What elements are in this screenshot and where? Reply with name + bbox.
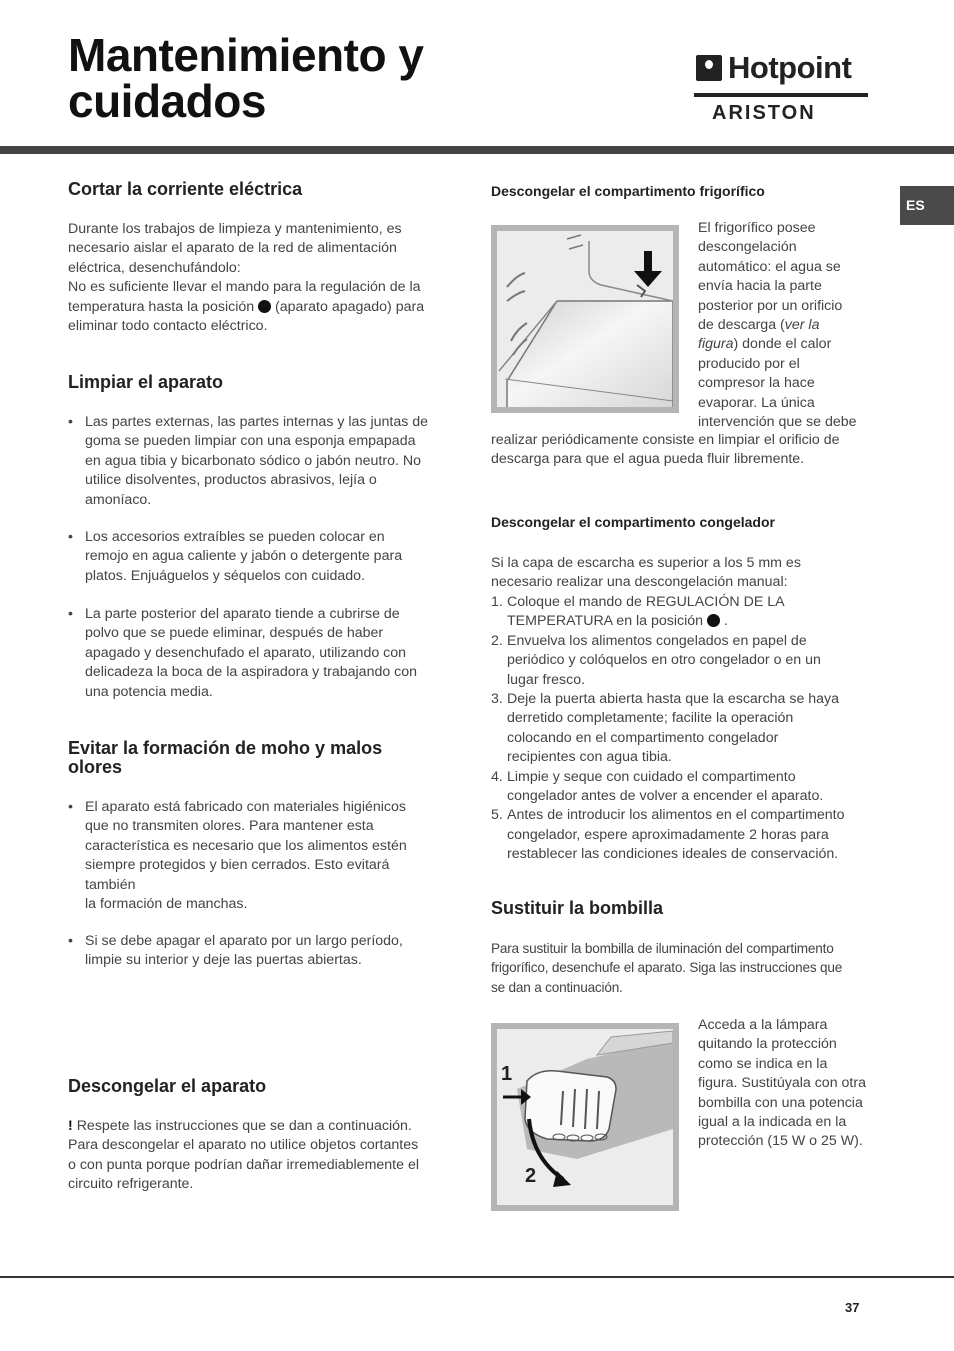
figure-label-1: 1 [501, 1063, 513, 1085]
page-title-line-2: cuidados [68, 75, 266, 127]
language-tab: ES [900, 186, 954, 225]
off-position-icon [707, 614, 720, 627]
step-item: 3. Deje la puerta abierta hasta que la escarcha se haya derretido completamente; facilite la operación colocando en el compartimento congelador recipientes con agua tibia. [491, 691, 840, 766]
page-number: 37 [845, 1300, 860, 1315]
freezer-defrost-steps [491, 593, 881, 865]
bulb-illustration [497, 1029, 673, 1205]
freezer-defrost-intro: Si la capa de escarcha es superior a los 5 mm es necesario realizar una descongelación manual: [491, 555, 801, 591]
bulb-intro: Para sustituir la bombilla de iluminación del compartimento frigorífico, desenchufe el aparato. Siga las instrucciones que se dan a continuación. [491, 941, 843, 995]
section-heading-mould: Evitar la formación de moho y malos olores [68, 738, 383, 777]
brand-name: Hotpoint [728, 50, 852, 85]
step-item: 1. Coloque el mando de REGULACIÓN DE LA TEMPERATURA en la posición . [491, 594, 785, 630]
bulb-side-text: Acceda a la lámpara quitando la protección como se indica en la figura. Sustitúyala con otra bombilla con una potencia igual a la indicada en la protección (15 W o 25 W). [698, 1017, 866, 1150]
page-title [68, 29, 628, 127]
bulb-figure [491, 1023, 679, 1211]
list-item: • Si se debe apagar el aparato por un largo período, limpie su interior y deje las puertas abiertas. [68, 932, 468, 971]
brand-mark-icon [696, 55, 722, 81]
header-divider [0, 146, 954, 154]
brand-subname: ARISTON [712, 102, 816, 124]
figure-label-2: 2 [525, 1165, 537, 1187]
section-heading-bulb: Sustituir la bombilla [491, 898, 664, 918]
text-line: temperatura hasta la posición (aparato apagado) para [68, 298, 425, 315]
text-line: eliminar todo contacto eléctrico. [68, 318, 268, 335]
page-title-line-1: Mantenimiento y [68, 29, 424, 81]
step-item: 2. Envuelva los alimentos congelados en papel de periódico y colóquelos en otro congelador o en un lugar fresco. [491, 632, 821, 688]
off-position-icon [258, 300, 271, 313]
text-line: o con punta porque podrían dañar irremediablemente el [68, 1156, 419, 1173]
text-line: circuito refrigerante. [68, 1176, 194, 1193]
defrost-paragraph [68, 1117, 468, 1195]
list-item: • Los accesorios extraíbles se pueden colocar en remojo en agua caliente y jabón o detergente para platos. Enjuáguelos y séquelos con cuidado. [68, 528, 468, 586]
text-line: necesario aislar el aparato de la red de alimentación [68, 240, 397, 257]
text-line: Para descongelar el aparato no utilice objetos cortantes [68, 1137, 419, 1154]
fridge-defrost-side-text: El frigorífico posee descongelación automático: el agua se envía hacia la parte posterior por un orificio de descarga (ver la figura) donde el calor producido por el compresor la hace evaporar. La única intervención que se debe [698, 220, 857, 431]
step-item: 5. Antes de introducir los alimentos en el compartimento congelador, espere aproximadamente 2 horas para restablecer las condiciones ideales de conservación. [491, 807, 845, 863]
text-line: Durante los trabajos de limpieza y mantenimiento, es [68, 221, 402, 237]
fridge-drain-illustration [497, 231, 673, 407]
text-line: eléctrica, desenchufándolo: [68, 259, 241, 276]
fridge-defrost-full-text: realizar periódicamente consiste en limpiar el orificio de descarga para que el agua pueda fluir libremente. [491, 432, 840, 468]
section-heading-defrost: Descongelar el aparato [68, 1076, 267, 1096]
list-item: • La parte posterior del aparato tiende a cubrirse de polvo que se puede eliminar, después de haber apagado y desenchufado el aparato, utilizando con delicadeza la boca de la aspiradora y trabajando con una potencia media. [68, 605, 468, 702]
step-item: 4. Limpie y seque con cuidado el compartimento congelador antes de volver a encender el aparato. [491, 768, 824, 805]
footer-divider [0, 1276, 954, 1278]
warning-icon: ! [68, 1118, 73, 1134]
text-line: No es suficiente llevar el mando para la regulación de la [68, 279, 421, 296]
section-heading-cleaning: Limpiar el aparato [68, 372, 224, 392]
list-item: • El aparato está fabricado con materiales higiénicos que no transmiten olores. Para mantener esta característica es necesario que los alimentos estén siempre protegidos y bien cerrados. Esto evitará también la formación de manchas. [68, 798, 468, 914]
list-item: • Las partes externas, las partes internas y las juntas de goma se pueden limpiar con una esponja empapada en agua tibia y bicarbonato sódico o jabón neutro. No utilice disolventes, productos abrasivos, lejía o amoníaco. [68, 413, 468, 510]
power-paragraph [68, 220, 468, 336]
section-heading-power: Cortar la corriente eléctrica [68, 179, 303, 199]
text-line: ! Respete las instrucciones que se dan a continuación. [68, 1118, 412, 1134]
section-heading-freezer-defrost: Descongelar el compartimento congelador [491, 514, 775, 530]
brand-rule [694, 93, 868, 97]
section-heading-fridge-defrost: Descongelar el compartimento frigorífico [491, 183, 765, 199]
brand-logo [694, 50, 870, 126]
fridge-drain-figure [491, 225, 679, 413]
